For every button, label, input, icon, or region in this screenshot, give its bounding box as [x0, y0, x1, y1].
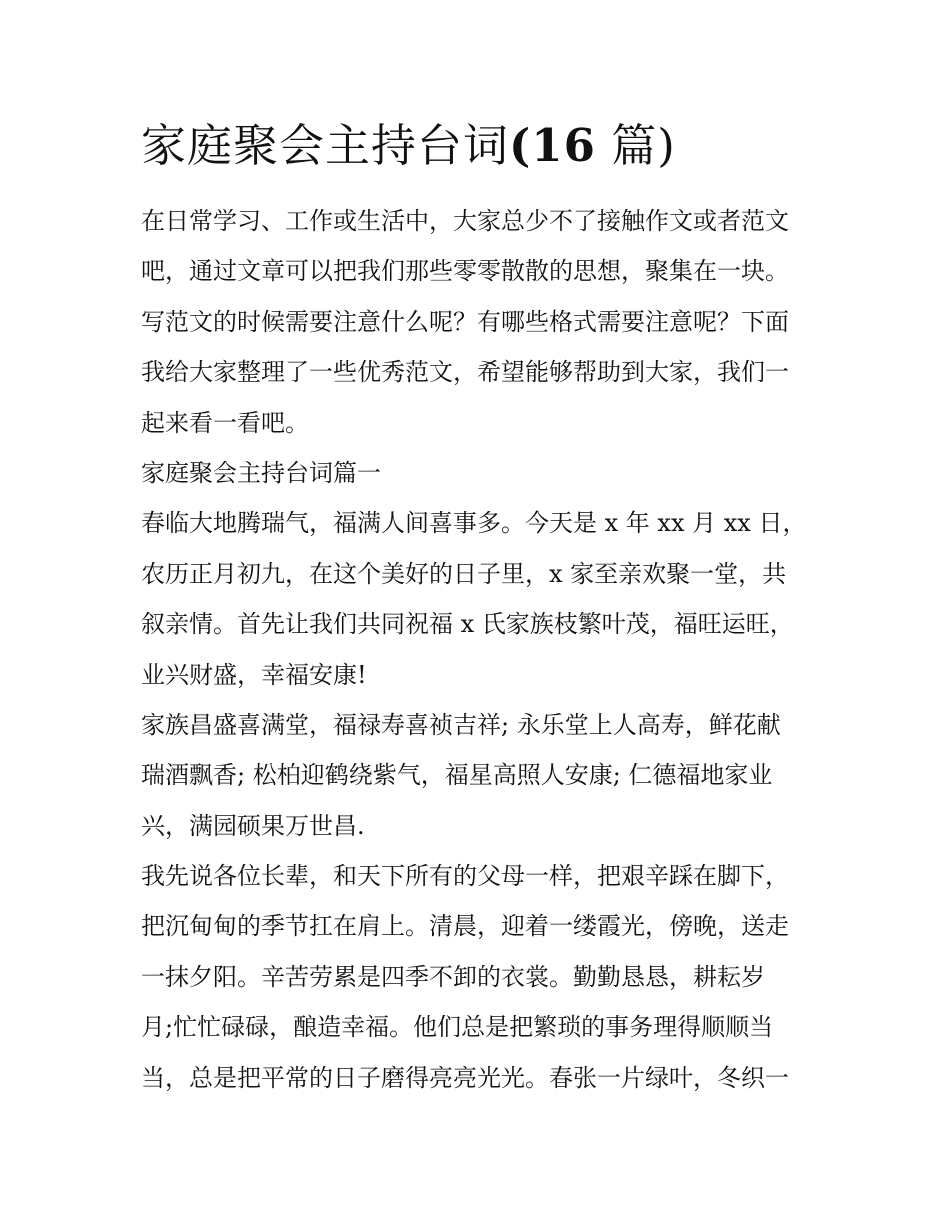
intro-line: 起来看一看吧。	[141, 408, 309, 437]
paragraph-line: 家族昌盛喜满堂，福禄寿喜祯吉祥; 永乐堂上人高寿，鲜花献	[141, 710, 781, 739]
paragraph-line: 当，总是把平常的日子磨得亮亮光光。春张一片绿叶，冬织一	[141, 1063, 789, 1092]
intro-line: 在日常学习、工作或生活中，大家总少不了接触作文或者范文	[141, 207, 789, 235]
paragraph-line: 叙亲情。首先让我们共同祝福 x 氏家族枝繁叶茂，福旺运旺，	[141, 610, 794, 639]
paragraph-line: 兴，满园硕果万世昌.	[141, 811, 365, 840]
paragraph-line: 把沉甸甸的季节扛在肩上。清晨，迎着一缕霞光，傍晚，送走	[141, 912, 789, 941]
intro-line: 写范文的时候需要注意什么呢？有哪些格式需要注意呢？下面	[141, 307, 789, 336]
paragraph-line: 一抹夕阳。辛苦劳累是四季不卸的衣裳。勤勤恳恳，耕耘岁	[141, 962, 765, 991]
paragraph-line: 月;忙忙碌碌，酿造幸福。他们总是把繁琐的事务理得顺顺当	[141, 1013, 774, 1042]
paragraph-line: 农历正月初九，在这个美好的日子里，x 家至亲欢聚一堂，共	[141, 559, 787, 588]
paragraph-line: 瑞酒飘香; 松柏迎鹤绕紫气，福星高照人安康; 仁德福地家业	[141, 761, 773, 790]
title-unit: 篇)	[611, 119, 676, 172]
paragraph-line: 业兴财盛，幸福安康!	[141, 660, 367, 689]
title-count: (16	[509, 119, 596, 172]
document-body	[141, 196, 813, 1103]
intro-line: 吧，通过文章可以把我们那些零零散散的思想，聚集在一块。	[141, 257, 789, 286]
paragraph-line: 我先说各位长辈，和天下所有的父母一样，把艰辛踩在脚下，	[141, 862, 789, 891]
section-heading: 家庭聚会主持台词篇一	[141, 458, 381, 487]
paragraph-line: 春临大地腾瑞气，福满人间喜事多。今天是 x 年 xx 月 xx 日，	[141, 509, 807, 538]
intro-line: 我给大家整理了一些优秀范文，希望能够帮助到大家，我们一	[141, 358, 789, 387]
title-text: 家庭聚会主持台词	[141, 119, 510, 172]
document-title	[141, 116, 676, 176]
